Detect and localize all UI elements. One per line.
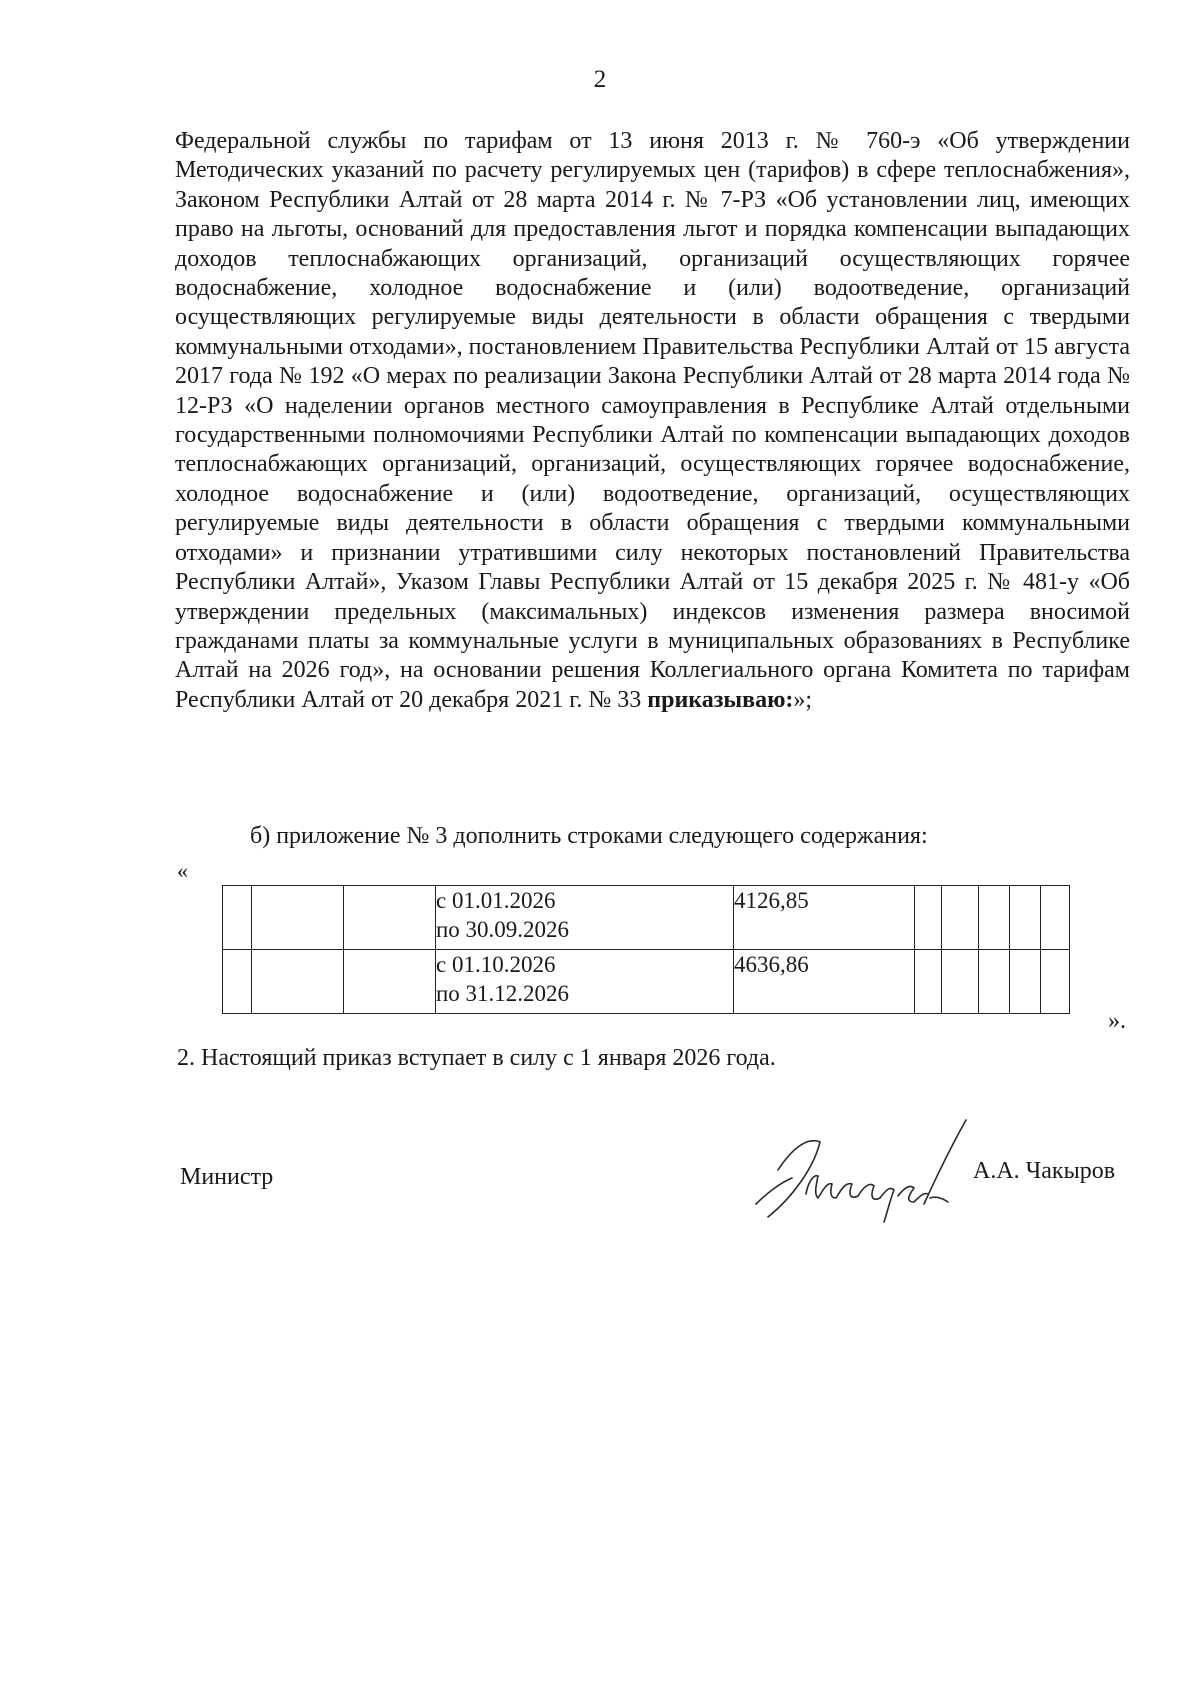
table-cell-empty [942, 950, 979, 1014]
period-to: по 31.12.2026 [436, 981, 570, 1006]
table-cell-empty [942, 886, 979, 950]
table-cell-empty [223, 950, 252, 1014]
table-cell-empty [223, 886, 252, 950]
handwritten-signature [748, 1112, 978, 1232]
page-number: 2 [593, 66, 607, 93]
table-cell-empty [344, 886, 436, 950]
tariff-table [222, 885, 1070, 1014]
clause-2: 2. Настоящий приказ вступает в силу с 1 января 2026 года. [177, 1045, 776, 1071]
opening-quote: « [177, 858, 188, 883]
preamble-tail: »; [793, 686, 813, 713]
tariff-value-cell [734, 886, 915, 950]
tariff-value: 4126,85 [734, 888, 809, 913]
table-cell-empty [1041, 886, 1070, 950]
preamble-paragraph [175, 127, 1130, 715]
item-b-text: б) приложение № 3 дополнить строками следующего содержания: [250, 823, 928, 849]
table-cell-empty [252, 886, 344, 950]
table-cell-empty [1010, 950, 1041, 1014]
period-cell [436, 950, 734, 1014]
table-cell-empty [979, 886, 1010, 950]
period-from: с 01.10.2026 [436, 952, 556, 977]
period-cell [436, 886, 734, 950]
period-from: с 01.01.2026 [436, 888, 556, 913]
tariff-value: 4636,86 [734, 952, 809, 977]
signatory-title: Министр [180, 1164, 274, 1190]
table-cell-empty [252, 950, 344, 1014]
table-cell-empty [1041, 950, 1070, 1014]
table-cell-empty [1010, 886, 1041, 950]
table-cell-empty [915, 886, 942, 950]
table-cell-empty [915, 950, 942, 1014]
table-cell-empty [344, 950, 436, 1014]
table-row [223, 886, 1070, 950]
preamble-text: Федеральной службы по тарифам от 13 июня 2013 г. № 760-э «Об утверждении Методических указаний по расчету регулируемых цен (тарифов) в сфере теплоснабжения», Законом Республики Алтай от 28 марта 2014 г. № 7-РЗ «Об установлении лиц, имеющих право на льготы, оснований для предоставления льгот и порядка компенсации выпадающих доходов теплоснабжающих организаций, организаций осуществляющих горячее водоснабжение, холодное водоснабжение и (или) водоотведение, организаций осуществляющих регулируемые виды деятельности в области обращения с твердыми коммунальными отходами», постановлением Правительства Республики Алтай от 15 августа 2017 года № 192 «О мерах по реализации Закона Республики Алтай от 28 марта 2014 года № 12-РЗ «О наделении органов местного самоуправления в Республике Алтай отдельными государственными полномочиями Республики Алтай по компенсации выпадающих доходов теплоснабжающих организаций, организаций, осуществляющих горячее водоснабжение, холодное водоснабжение и (или) водоотведение, организаций, осуществляющих регулируемые виды деятельности в области обращения с твердыми коммунальными отходами» и признании утратившими силу некоторых постановлений Правительства Республики Алтай», Указом Главы Республики Алтай от 15 декабря 2025 г. № 481-у «Об утверждении предельных (максимальных) индексов изменения размера вносимой гражданами платы за коммунальные услуги в муниципальных образованиях в Республике Алтай на 2026 год», на основании решения Коллегиального органа Комитета по тарифам Республики Алтай от 20 декабря 2021 г. № 33 [175, 128, 1130, 713]
tariff-value-cell [734, 950, 915, 1014]
order-keyword: приказываю: [647, 686, 794, 713]
period-to: по 30.09.2026 [436, 917, 570, 942]
table-cell-empty [979, 950, 1010, 1014]
closing-quote: ». [1108, 1008, 1126, 1034]
signatory-name: А.А. Чакыров [973, 1158, 1116, 1184]
table-row [223, 950, 1070, 1014]
